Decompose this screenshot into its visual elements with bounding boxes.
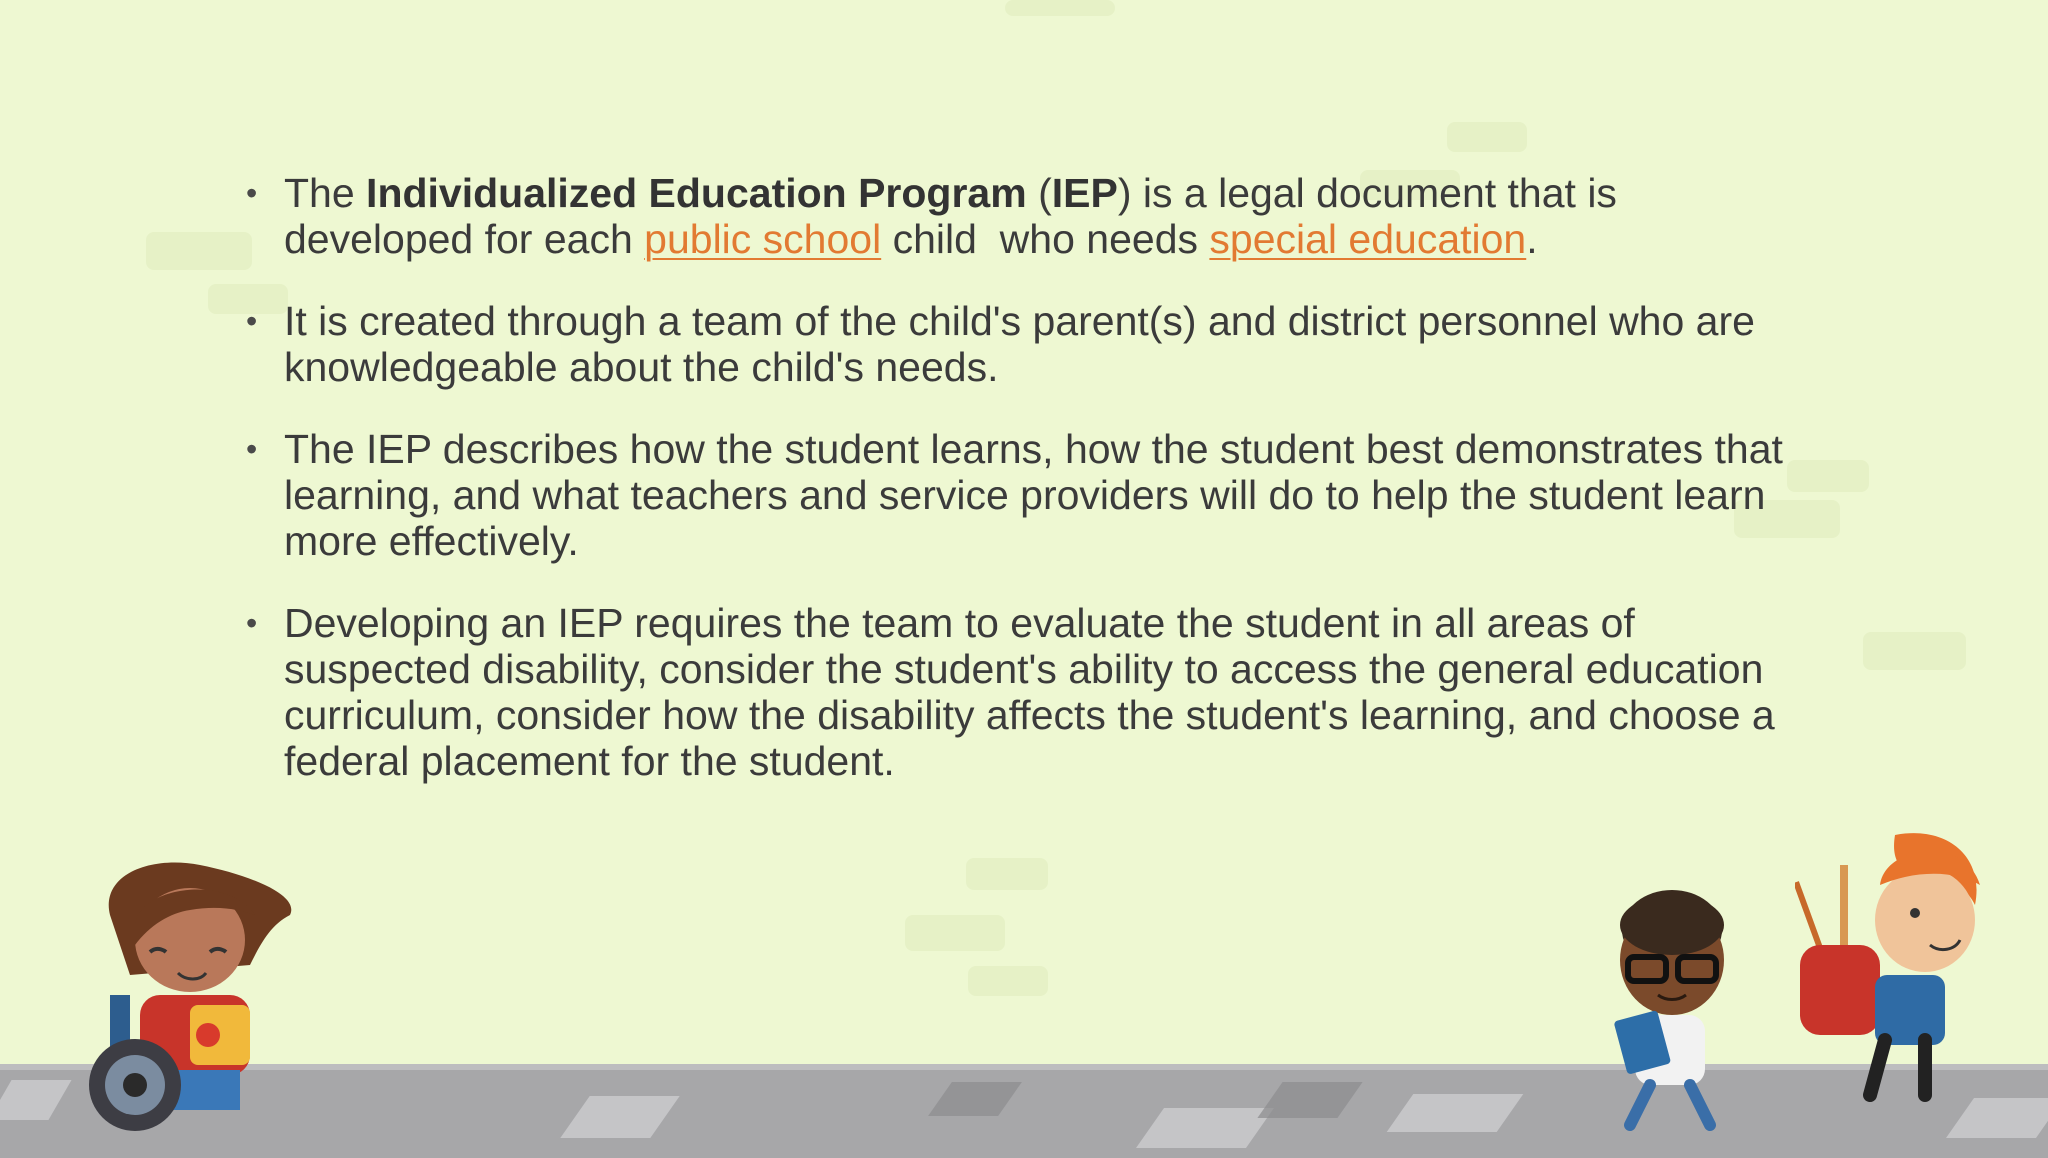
girl-in-wheelchair-illustration (70, 855, 310, 1135)
bullet-text: The IEP describes how the student learns, how the student best demonstrates that learning, and what teachers and service providers will do to help the student learn more effectively. (284, 426, 1783, 564)
public-school-link[interactable]: public school (644, 216, 882, 262)
bullet-marker: • (246, 605, 258, 641)
bullet-text: . (1526, 216, 1538, 262)
bullet-text: child who needs (881, 216, 1210, 262)
bullet-marker: • (246, 175, 258, 211)
bullet-text: ) is a legal document that is developed for each (284, 170, 1617, 262)
background-brick (905, 915, 1005, 951)
bullet-item (238, 298, 1798, 390)
background-brick (1005, 0, 1115, 16)
slide-content (238, 170, 1798, 820)
background-brick (1447, 122, 1527, 152)
background-brick (1787, 460, 1869, 492)
bold-acronym: IEP (1051, 170, 1118, 216)
background-brick (146, 232, 252, 270)
bullet-text: It is created through a team of the child's parent(s) and district personnel who are knowledgeable about the child's needs. (284, 298, 1755, 390)
bullet-item (238, 426, 1798, 564)
background-brick (968, 966, 1048, 996)
bullet-item (238, 170, 1798, 262)
bullet-item (238, 600, 1798, 784)
bullet-text: ( (1026, 170, 1052, 216)
bullet-text: The (284, 170, 367, 216)
background-brick (966, 858, 1048, 890)
special-education-link[interactable]: special education (1209, 216, 1527, 262)
bullet-text: Developing an IEP requires the team to evaluate the student in all areas of suspected disability, consider the student's ability to access the general education curriculum, consider how the disability affects the student's learning, and choose a federal placement for the student. (284, 600, 1775, 784)
bold-term: Individualized Education Program (366, 170, 1027, 216)
bullet-marker: • (246, 431, 258, 467)
background-brick (1863, 632, 1966, 670)
boy-with-backpack-illustration (1795, 825, 1995, 1115)
boy-with-book-illustration (1600, 885, 1760, 1135)
bullet-marker: • (246, 303, 258, 339)
